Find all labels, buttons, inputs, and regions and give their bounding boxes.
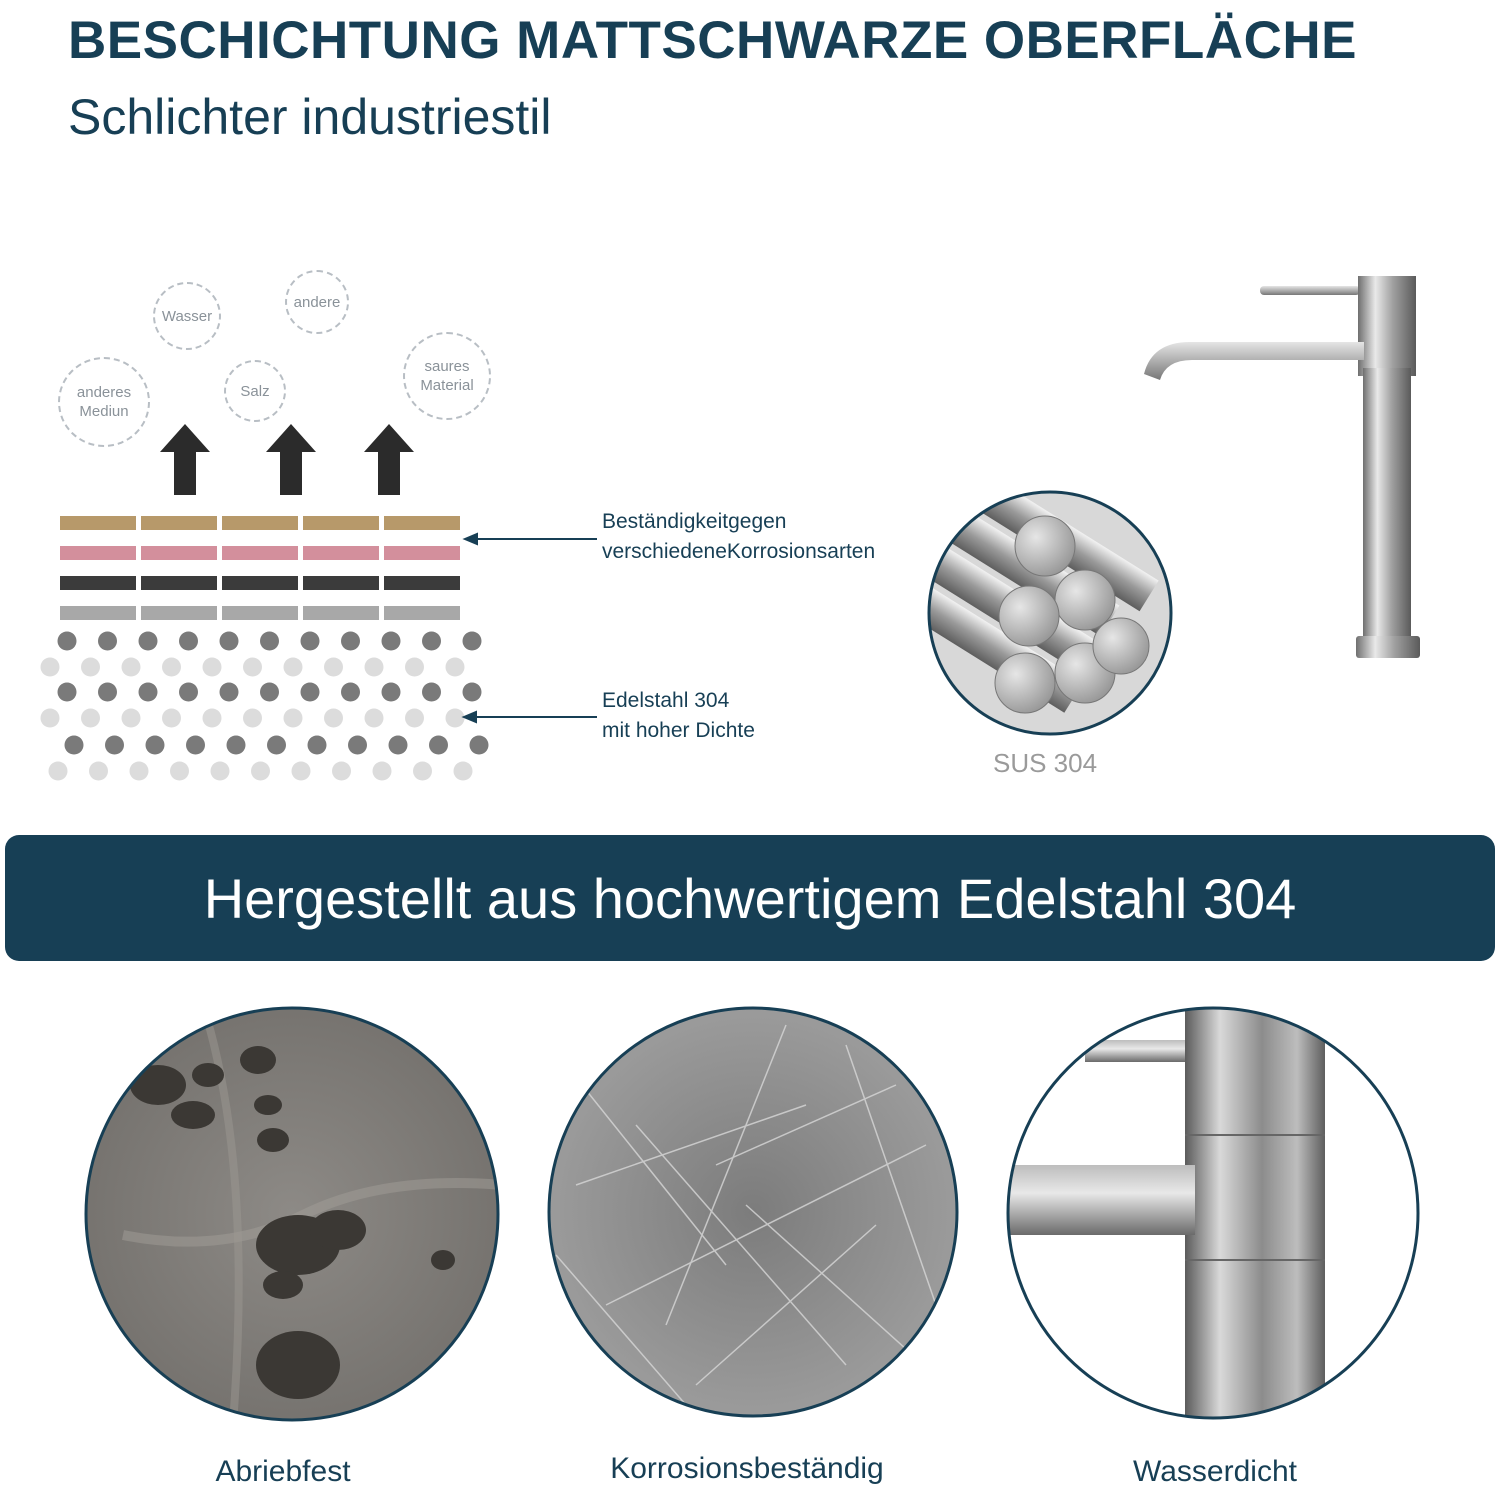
steel-particle <box>220 632 239 651</box>
steel-particle <box>122 658 141 677</box>
coating-layer-segment <box>141 516 217 530</box>
steel-particle <box>463 683 482 702</box>
medium-bubble-wasser: Wasser <box>153 282 221 350</box>
steel-particle <box>389 736 408 755</box>
steel-particle <box>211 762 230 781</box>
steel-particle <box>251 762 270 781</box>
steel-particle <box>58 632 77 651</box>
steel-particle <box>324 658 343 677</box>
medium-bubble-salz: Salz <box>224 360 286 422</box>
steel-particle <box>162 658 181 677</box>
coating-layer-segment <box>384 546 460 560</box>
steel-particle <box>413 762 432 781</box>
coating-layer-segment <box>303 546 379 560</box>
steel-particle <box>122 709 141 728</box>
steel-particle <box>139 632 158 651</box>
coating-layer-segment <box>60 576 136 590</box>
corrosion-texture-image <box>546 1005 960 1419</box>
steel-particle <box>308 736 327 755</box>
steel-particle <box>470 736 489 755</box>
steel-density-label: Edelstahl 304 mit hoher Dichte <box>602 689 755 742</box>
steel-particle <box>41 709 60 728</box>
steel-particle <box>301 683 320 702</box>
coating-resistance-label: Beständigkeitgegen verschiedeneKorrosionsarten <box>602 510 876 563</box>
medium-bubble-saures-material: saures Material <box>403 332 491 420</box>
steel-particle <box>81 709 100 728</box>
pointer-arrow-icon <box>464 712 476 722</box>
medium-bubble-andere: andere <box>285 270 349 334</box>
page-subtitle: Schlichter industriestil <box>68 89 552 145</box>
steel-particle <box>139 683 158 702</box>
steel-particle <box>65 736 84 755</box>
coating-layer-segment <box>303 606 379 620</box>
steel-particle <box>324 709 343 728</box>
steel-particle <box>332 762 351 781</box>
coating-layer-segment <box>384 606 460 620</box>
steel-particle <box>341 632 360 651</box>
steel-particle <box>243 658 262 677</box>
steel-particle <box>405 658 424 677</box>
steel-particle <box>260 683 279 702</box>
steel-particle <box>162 709 181 728</box>
steel-particle <box>89 762 108 781</box>
steel-particle <box>365 658 384 677</box>
steel-particle <box>81 658 100 677</box>
coating-layer-segment <box>222 576 298 590</box>
coating-layer-segment <box>60 516 136 530</box>
coating-layer-segment <box>303 516 379 530</box>
up-arrow-icon <box>364 424 414 495</box>
medium-bubble-anderes-mediun: anderes Mediun <box>58 357 150 447</box>
abrasion-texture-image <box>83 1005 501 1423</box>
steel-particle <box>292 762 311 781</box>
steel-particle <box>429 736 448 755</box>
steel-particle <box>179 632 198 651</box>
coating-layer-segment <box>141 546 217 560</box>
steel-particle <box>98 683 117 702</box>
up-arrow-icon <box>160 424 210 495</box>
coating-layer-segment <box>222 606 298 620</box>
coating-layer-segment <box>60 606 136 620</box>
steel-particle <box>179 683 198 702</box>
steel-particle <box>446 658 465 677</box>
material-badge: SUS 304 <box>993 748 1098 778</box>
steel-particle <box>130 762 149 781</box>
steel-particle <box>422 683 441 702</box>
steel-particle <box>227 736 246 755</box>
coating-layer-segment <box>384 516 460 530</box>
steel-particle <box>284 658 303 677</box>
steel-particle <box>284 709 303 728</box>
steel-particle <box>422 632 441 651</box>
steel-particle <box>220 683 239 702</box>
steel-particle <box>260 632 279 651</box>
feature-label-korrosionsbestaendig: Korrosionsbeständig <box>610 1452 884 1485</box>
banner-text: Hergestellt aus hochwertigem Edelstahl 304 <box>203 866 1297 930</box>
steel-particle <box>146 736 165 755</box>
feature-label-wasserdicht: Wasserdicht <box>1133 1455 1297 1488</box>
coating-layer-segment <box>141 576 217 590</box>
feature-label-abriebfest: Abriebfest <box>215 1455 351 1488</box>
steel-particle <box>341 683 360 702</box>
steel-particle <box>405 709 424 728</box>
material-banner <box>5 835 1495 961</box>
pointer-arrow-icon <box>465 534 477 544</box>
coating-layer-segment <box>222 546 298 560</box>
steel-particle <box>267 736 286 755</box>
steel-particle <box>49 762 68 781</box>
steel-particle <box>203 658 222 677</box>
coating-layer-segment <box>141 606 217 620</box>
page-title: BESCHICHTUNG MATTSCHWARZE OBERFLÄCHE <box>68 11 1357 70</box>
steel-particle <box>58 683 77 702</box>
steel-particle <box>186 736 205 755</box>
steel-particle <box>382 683 401 702</box>
steel-particle <box>105 736 124 755</box>
steel-particle <box>170 762 189 781</box>
coating-layer-segment <box>222 516 298 530</box>
steel-particle <box>365 709 384 728</box>
coating-layer-segment <box>303 576 379 590</box>
up-arrow-icon <box>266 424 316 495</box>
steel-particle <box>373 762 392 781</box>
steel-particle <box>41 658 60 677</box>
steel-particle <box>463 632 482 651</box>
steel-particle <box>454 762 473 781</box>
steel-particle <box>446 709 465 728</box>
steel-particle <box>382 632 401 651</box>
steel-particle <box>348 736 367 755</box>
steel-particle <box>98 632 117 651</box>
coating-layer-segment <box>60 546 136 560</box>
coating-layer-segment <box>384 576 460 590</box>
faucet-image <box>1130 268 1430 668</box>
steel-particle <box>243 709 262 728</box>
steel-particle <box>203 709 222 728</box>
steel-particle <box>301 632 320 651</box>
faucet-closeup-image <box>1005 1005 1421 1421</box>
